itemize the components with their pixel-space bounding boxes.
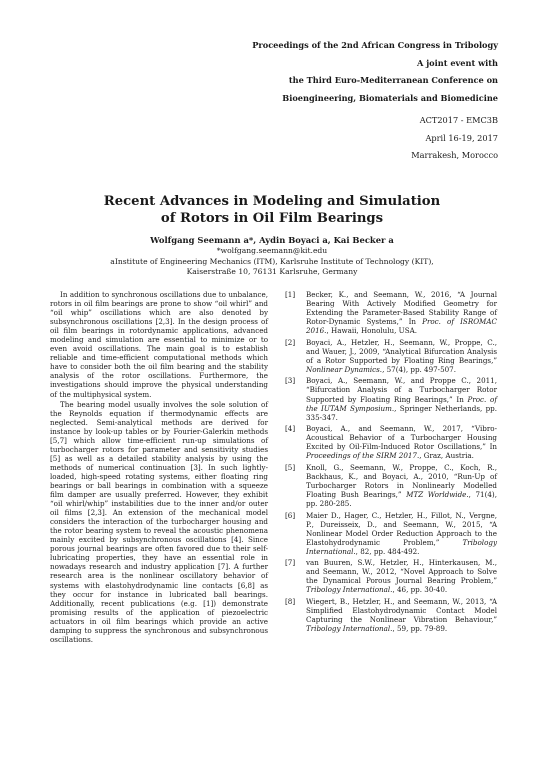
reference-number: [6]: [285, 510, 296, 520]
body-paragraph-1: In addition to synchronous oscillations due to unbalance, rotors in oil film bearings are prone to show “oil whirl” and “oil whip” oscillations which are also denoted by subsynchronous oscillations [2,3]. In the design process of oil film bearings in rotordynamic applications, advanced modeling and simulation are essential to minimize or to even avoid oscillations. The main goal is to establish reliable and time-efficient computational methods which have to consider both the oil film bearing and the stability analysis of the rotor oscillations. Furthermore, the investigations should improve the physical understanding of the multiphysical system.: [50, 290, 268, 399]
reference-text: Becker, K., and Seemann, W., 2016, “A Journal Bearing With Actively Modified Geometry for Extending the Parameter-Based Stability Range of Rotor-Dynamic Systems,” In Proc. of ISROMAC 2016., Hawaii, Honolulu, USA.: [306, 290, 497, 336]
paper-authors: Wolfgang Seemann a*, Aydin Boyaci a, Kai Becker a: [150, 235, 394, 245]
paper-affiliation: [0, 246, 544, 278]
body-text-column: [50, 290, 268, 645]
paper-title-line1: Recent Advances in Modeling and Simulation: [103, 194, 441, 209]
header-proceedings: Proceedings of the 2nd African Congress in Tribology: [252, 40, 498, 50]
reference-text: Maier D., Hager, C., Hetzler, H., Fillot, N., Vergne, P., Dureisseix, D., and Seemann, W., 2015, “A Nonlinear Model Order Reduction Approach to the Elastohydrodynamic Problem,” Tribology International., 82, pp. 484-492.: [306, 510, 497, 556]
reference-item: [285, 597, 497, 633]
reference-item: [285, 558, 497, 594]
reference-number: [1]: [285, 290, 296, 299]
conference-header: [178, 0, 498, 165]
header-dates: April 16-19, 2017: [425, 132, 498, 143]
reference-number: [2]: [285, 337, 296, 347]
reference-item: [285, 424, 497, 460]
reference-item: [285, 338, 497, 374]
paper-title-line2: of Rotors in Oil Film Bearings: [160, 211, 384, 226]
reference-number: [5]: [285, 462, 296, 472]
reference-text: Wiegert, B., Hetzler, H., and Seemann, W., 2013, “A Simplified Elastohydrodynamic Contact Model Capturing the Nonlinear Vibration Behaviour,” Tribology International., 59, pp. 79-89.: [306, 597, 497, 634]
reference-item: [285, 511, 497, 556]
header-conference-line1: the Third Euro-Mediterranean Conference on: [288, 75, 498, 85]
reference-number: [7]: [285, 558, 296, 568]
body-paragraph-2: The bearing model usually involves the sole solution of the Reynolds equation if thermodynamic effects are neglected. Semi-analytical methods are derived for instance by look-up tables or by Fourier-Galerkin methods [5,7] which allow time-efficient run-up simulations of turbocharger rotors for parameter and sensitivity studies [5] as well as a detailed stability analysis by using the methods of numerical continuation [3]. In such lightly-loaded, high-speed rotating systems, either floating ring bearings or ball bearings in combination with a squeeze film damper are usually preferred. However, they exhibit “oil whirl/whip” instabilities due to the inner and/or outer oil films [2,3]. An extension of the mechanical model considers the interaction of the turbocharger housing and the rotor bearing system to reveal the acoustic phenomena mainly excited by subsynchronous oscillations [4]. Since porous journal bearings are often favored due to their self-lubricating properties, they have an essential role in nowadays research and industry application [7]. A further research area is the nonlinear oscillatory behavior of systems with elastohydrodynamic line contacts [6,8] as they occur for instance in lubricated ball bearings. Additionally, recent publications (e.g. [1]) demonstrate promising results of the application of piezoelectric actuators in oil film bearings which provide an active damping to suppress the synchronous and subsynchronous oscillations.: [50, 399, 268, 644]
reference-item: [285, 290, 497, 335]
reference-text: Knoll, G., Seemann, W., Proppe, C., Koch, R., Backhaus, K., and Boyaci, A., 2010, “Run-Up of Turbocharger Rotors in Nonlinearly Modelled Floating Bush Bearings,” MTZ Worldwide., 71(4), pp. 280-285.: [306, 462, 497, 509]
header-location: Marrakesh, Morocco: [411, 150, 498, 160]
affiliation-line2: Kaiserstraße 10, 76131 Karlsruhe, Germany: [186, 267, 358, 277]
affiliation-line1: aInstitute of Engineering Mechanics (ITM), Karlsruhe Institute of Technology (KIT),: [110, 256, 434, 266]
reference-number: [4]: [285, 424, 296, 434]
references-list: [285, 290, 497, 636]
reference-number: [3]: [285, 376, 296, 386]
reference-text: van Buuren, S.W., Hetzler, H., Hinterkausen, M., and Seemann, W., 2012, “Novel Approach to Solve the Dynamical Porous Journal Bearing Problem,” Tribology International., 46, pp. 30-40.: [306, 558, 497, 595]
reference-text: Boyaci, A., Seemann, W., and Proppe C., 2011, “Bifurcation Analysis of a Turbocharger Rotor Supported by Floating Ring Bearings,” In Proc. of the IUTAM Symposium., Springer Netherlands, pp. 335-347.: [306, 376, 497, 422]
author-email: *wolfgang.seemann@kit.edu: [216, 246, 328, 255]
reference-text: Boyaci, A., and Seemann, W., 2017, “Vibro-Acoustical Behavior of a Turbocharger Housing Excited by Oil-Film-Induced Rotor Oscillations,” In Proceedings of the SIRM 2017., Graz, Austria.: [306, 424, 497, 461]
paper-title: [0, 193, 544, 227]
reference-number: [8]: [285, 597, 296, 606]
reference-item: [285, 376, 497, 421]
reference-text: Boyaci, A., Hetzler, H., Seemann, W., Proppe, C., and Wauer, J., 2009, “Analytical Bifurcation Analysis of a Rotor Supported by Floating Ring Bearings,” Nonlinear Dynamics., 57(4), pp. 497-507.: [306, 337, 497, 374]
header-joint-event: A joint event with: [417, 57, 498, 68]
reference-item: [285, 463, 497, 508]
header-event-code: ACT2017 - EMC3B: [419, 115, 498, 125]
header-conference-line2: Bioengineering, Biomaterials and Biomedicine: [282, 92, 498, 103]
